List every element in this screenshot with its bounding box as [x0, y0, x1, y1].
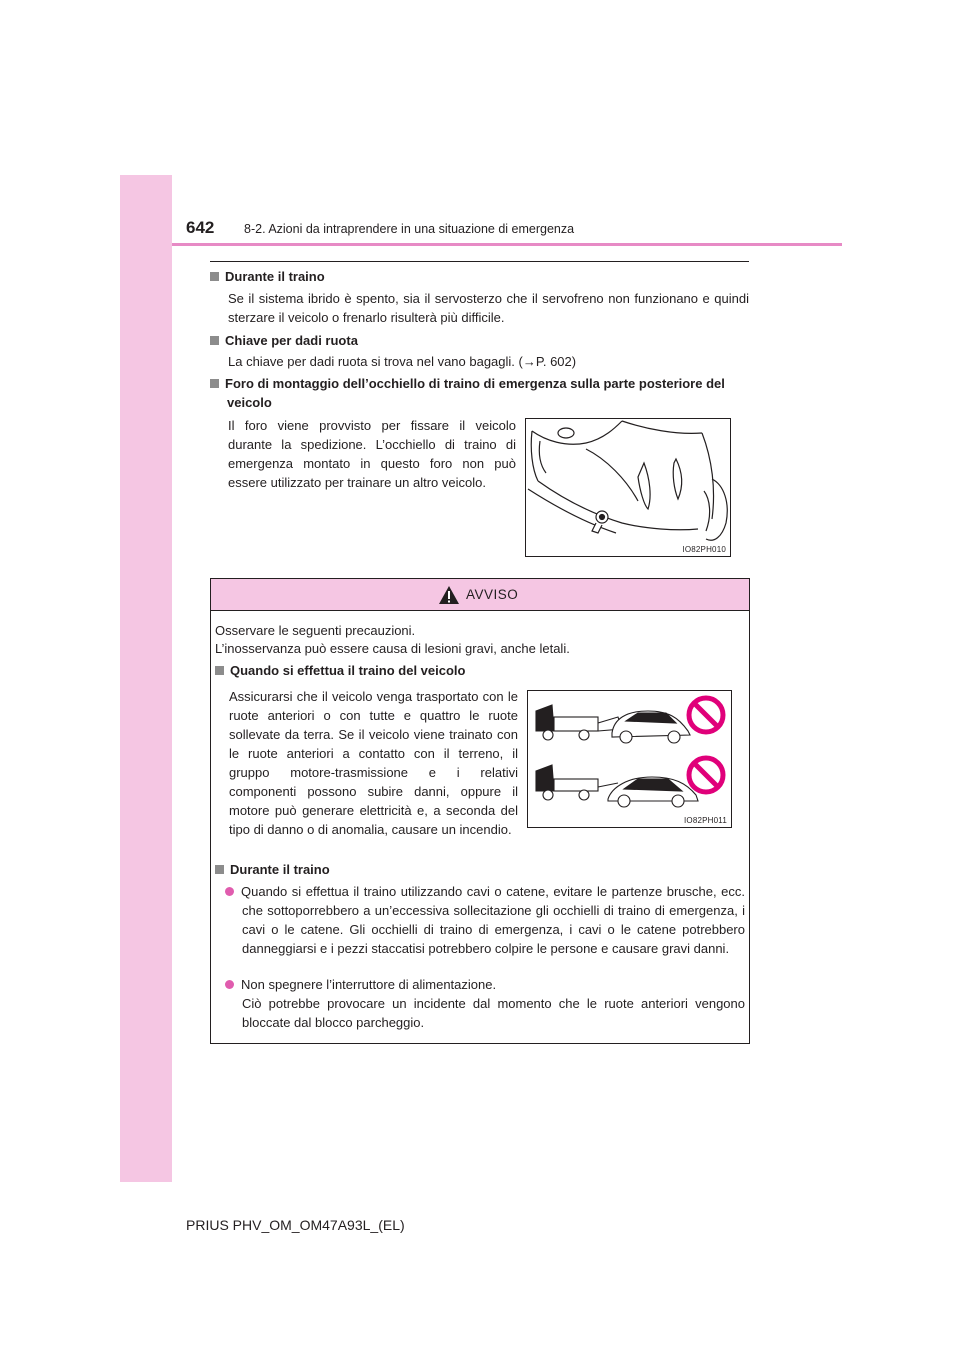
figure-code: IO82PH010: [682, 545, 726, 554]
warning-sub2-bullet2-cont: Ciò potrebbe provocare un incidente dal momento che le ruote anteriori vengono bloccate dal blocco parcheggio.: [242, 996, 745, 1030]
warning-sub2-bullet2: Non spegnere l’interruttore di alimentazione.: [225, 975, 745, 994]
warning-title: AVVISO: [466, 587, 519, 602]
warning-intro-line1: Osservare le seguenti precauzioni.: [215, 623, 416, 638]
paragraph-chiave-dadi: La chiave per dadi ruota si trova nel vano bagagli. (→P. 602): [228, 354, 577, 369]
paragraph-foro-montaggio: Il foro viene provvisto per fissare il veicolo durante la spedizione. L’occhiello di traino di emergenza montato in questo foro non può essere utilizzato per trainare un altro veicolo.: [228, 418, 516, 490]
figure-code: IO82PH011: [683, 816, 727, 825]
section-title: 8-2. Azioni da intraprendere in una situazione di emergenza: [244, 222, 575, 236]
circle-bullet-icon: [225, 980, 234, 989]
square-bullet-icon: [210, 272, 219, 281]
square-bullet-icon: [215, 666, 224, 675]
page-number: 642: [186, 218, 215, 237]
square-bullet-icon: [210, 336, 219, 345]
figure-towing: [527, 690, 732, 828]
warning-intro-line2: L’inosservanza può essere causa di lesioni gravi, anche letali.: [215, 641, 570, 656]
warning-triangle-icon: [438, 585, 460, 605]
content-rule: [210, 261, 749, 262]
side-color-band: [120, 175, 172, 1182]
warning-sub2-bullet1: Quando si effettua il traino utilizzando cavi o catene, evitare le partenze brusche, ecc. che sottoporrebbero a un’eccessiva sollecitazione gli occhielli di traino di emergenza, i cavi o le catene. Gli occhielli di traino di emergenza, i cavi o le catene potrebbero danneggiarsi e i pezzi staccatisi potrebbero colpire le persone e causare gravi danni.: [225, 882, 745, 958]
square-bullet-icon: [210, 379, 219, 388]
rear-bumper-illustration: [526, 419, 730, 556]
figure-rear-bumper: [525, 418, 731, 557]
warning-sub1-text: Assicurarsi che il veicolo venga trasportato con le ruote anteriori o con tutte e quattro le ruote sollevate da terra. Se il veicolo viene trainato con le ruote anteriori a contatto con il terreno, il gruppo motore-trasmissione e i relativi componenti possono subire danni, oppure il motore può generare elettricità e, a seconda del tipo di danno o di anomalia, causare un incendio.: [229, 689, 518, 837]
prohibition-sign-icon: [689, 758, 723, 792]
warning-sub1-heading: Quando si effettua il traino del veicolo: [215, 661, 465, 680]
warning-sub2-heading: Durante il traino: [215, 860, 330, 879]
square-bullet-icon: [215, 865, 224, 874]
footer-doc-code: PRIUS PHV_OM_OM47A93L_(EL): [186, 1217, 405, 1233]
prohibition-sign-icon: [689, 698, 723, 732]
towing-illustration: [528, 691, 731, 827]
heading-chiave-dadi: Chiave per dadi ruota: [210, 331, 358, 350]
paragraph-durante-traino: Se il sistema ibrido è spento, sia il servosterzo che il servofreno non funzionano e quindi sterzare il veicolo o frenarlo risulterà più difficile.: [228, 291, 749, 325]
heading-durante-traino: Durante il traino: [210, 267, 325, 286]
circle-bullet-icon: [225, 887, 234, 896]
warning-header: [211, 579, 749, 611]
header-rule: [172, 243, 842, 246]
heading-foro-montaggio: Foro di montaggio dell’occhiello di traino di emergenza sulla parte posteriore del veicolo: [210, 374, 749, 412]
